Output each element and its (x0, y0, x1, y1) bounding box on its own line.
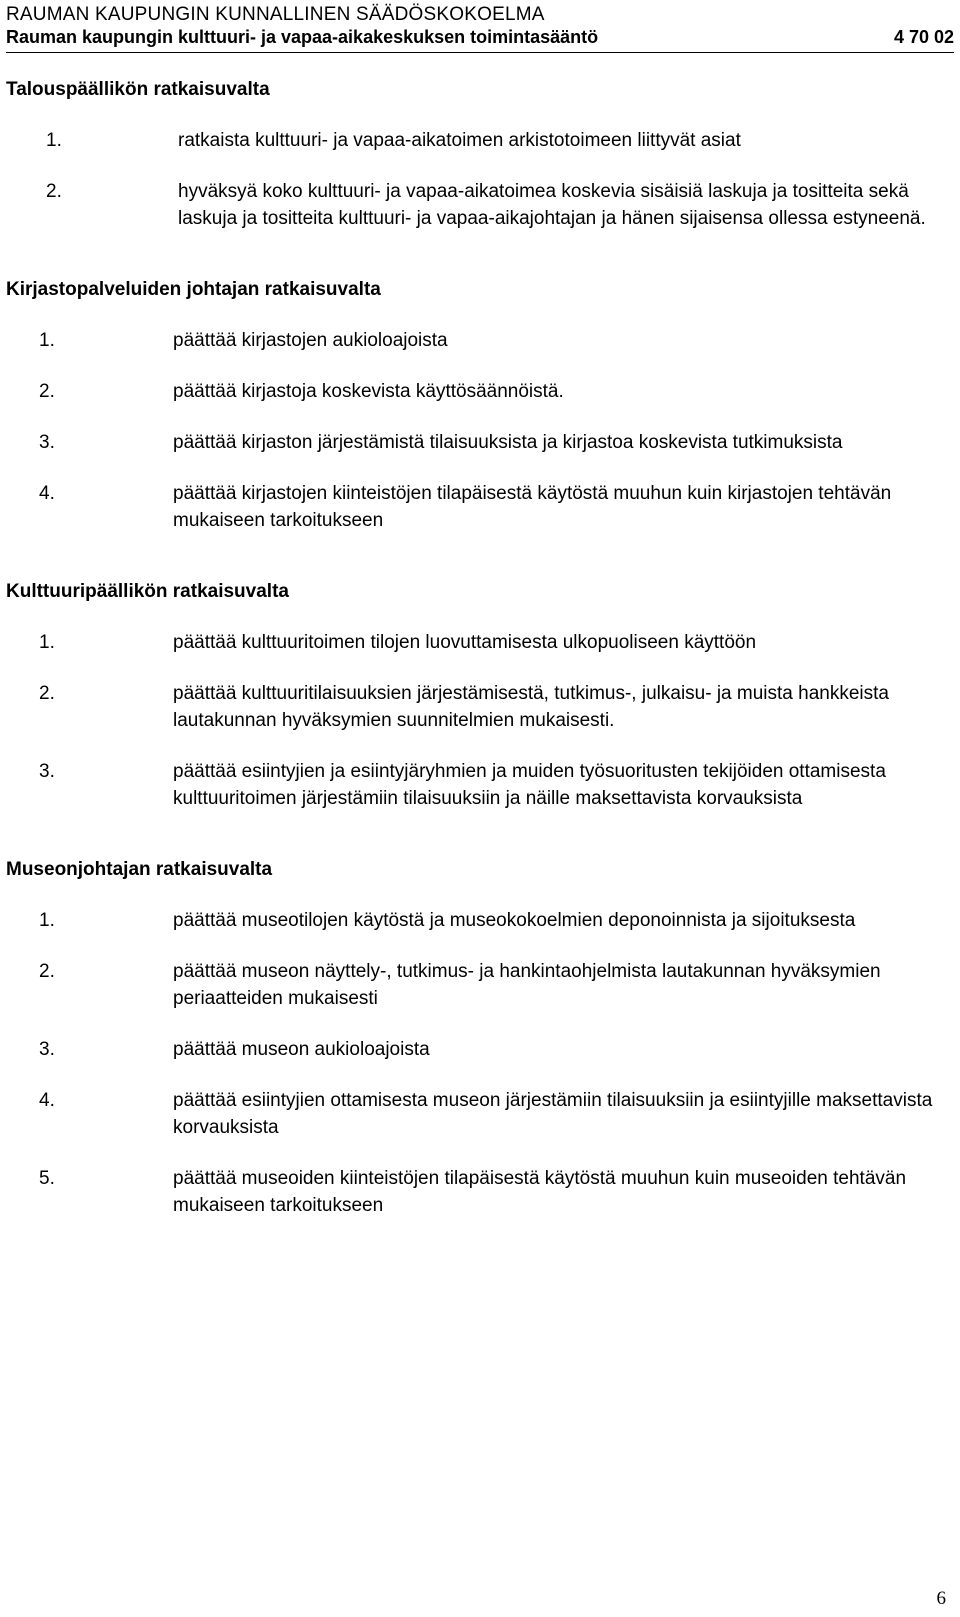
document-title: Rauman kaupungin kulttuuri- ja vapaa-aikakeskuksen toimintasääntö (6, 27, 599, 47)
section-title: Kulttuuripäällikön ratkaisuvalta (6, 581, 289, 602)
list-item (6, 178, 956, 232)
page-number: 6 (936, 1588, 946, 1609)
item-number: 1. (39, 632, 55, 653)
section-title: Museonjohtajan ratkaisuvalta (6, 859, 273, 880)
item-number: 4. (39, 1090, 55, 1111)
item-text: päättää esiintyjien ottamisesta museon järjestämiin tilaisuuksiin ja esiintyjille maksettavista korvauksista (173, 1090, 933, 1138)
item-number: 3. (39, 432, 55, 453)
section-kirjastopalvelut (6, 276, 956, 534)
item-number: 1. (39, 910, 55, 931)
item-text: päättää museotilojen käytöstä ja museokokoelmien deponoinnista ja sijoituksesta (173, 910, 856, 931)
document-title-row (6, 26, 954, 48)
list-item (6, 1165, 956, 1219)
item-text: hyväksyä koko kulttuuri- ja vapaa-aikatoimea koskevia sisäisiä laskuja ja tositteita sekä laskuja ja tositteita kulttuuri- ja vapaa-aikajohtajan ja hänen sijaisensa ollessa estyneenä. (178, 181, 926, 229)
item-number: 2. (39, 961, 55, 982)
list-item (6, 958, 956, 1012)
list-item (6, 429, 956, 456)
document-number: 4 70 02 (893, 27, 954, 47)
section-kulttuuripaallikko (6, 578, 956, 812)
item-number: 1. (46, 130, 62, 151)
section-title: Kirjastopalveluiden johtajan ratkaisuvalta (6, 279, 381, 300)
item-text: päättää museon aukioloajoista (173, 1039, 430, 1060)
document-header (6, 4, 954, 53)
item-text: päättää kulttuuritilaisuuksien järjestämisestä, tutkimus-, julkaisu- ja muista hankkeista lautakunnan hyväksymien suunnitelmien mukaisesti. (173, 683, 889, 731)
item-text: päättää kirjaston järjestämistä tilaisuuksista ja kirjastoa koskevista tutkimuksista (173, 432, 843, 453)
list-item (6, 758, 956, 812)
item-text: päättää kirjastojen aukioloajoista (173, 330, 448, 351)
item-text: päättää kirjastojen kiinteistöjen tilapäisestä käytöstä muuhun kuin kirjastojen tehtävän mukaiseen tarkoitukseen (173, 483, 892, 531)
section-title: Talouspäällikön ratkaisuvalta (6, 79, 270, 100)
list-item (6, 680, 956, 734)
item-text: päättää esiintyjien ja esiintyjäryhmien ja muiden työsuoritusten tekijöiden ottamisesta kulttuuritoimen järjestämiin tilaisuuksiin ja näille maksettavista korvauksista (173, 761, 886, 809)
item-number: 4. (39, 483, 55, 504)
item-number: 5. (39, 1168, 55, 1189)
list-item (6, 127, 956, 154)
section-museonjohtaja (6, 856, 956, 1219)
item-number: 2. (39, 683, 55, 704)
item-text: ratkaista kulttuuri- ja vapaa-aikatoimen arkistotoimeen liittyvät asiat (178, 130, 741, 151)
list-item (6, 480, 956, 534)
collection-title: RAUMAN KAUPUNGIN KUNNALLINEN SÄÄDÖSKOKOELMA (6, 4, 545, 25)
list-item (6, 378, 956, 405)
item-number: 2. (46, 181, 62, 202)
list-item (6, 629, 956, 656)
list-item (6, 1087, 956, 1141)
item-number: 1. (39, 330, 55, 351)
item-number: 3. (39, 761, 55, 782)
item-text: päättää kulttuuritoimen tilojen luovuttamisesta ulkopuoliseen käyttöön (173, 632, 757, 653)
list-item (6, 327, 956, 354)
list-item (6, 907, 956, 934)
item-text: päättää museoiden kiinteistöjen tilapäisestä käytöstä muuhun kuin museoiden tehtävän mukaiseen tarkoitukseen (173, 1168, 907, 1216)
list-item (6, 1036, 956, 1063)
document-body (6, 76, 956, 1219)
item-text: päättää kirjastoja koskevista käyttösäännöistä. (173, 381, 564, 402)
item-number: 3. (39, 1039, 55, 1060)
item-text: päättää museon näyttely-, tutkimus- ja hankintaohjelmista lautakunnan hyväksymien periaatteiden mukaisesti (173, 961, 881, 1009)
section-talouspaallikko (6, 76, 956, 232)
item-number: 2. (39, 381, 55, 402)
